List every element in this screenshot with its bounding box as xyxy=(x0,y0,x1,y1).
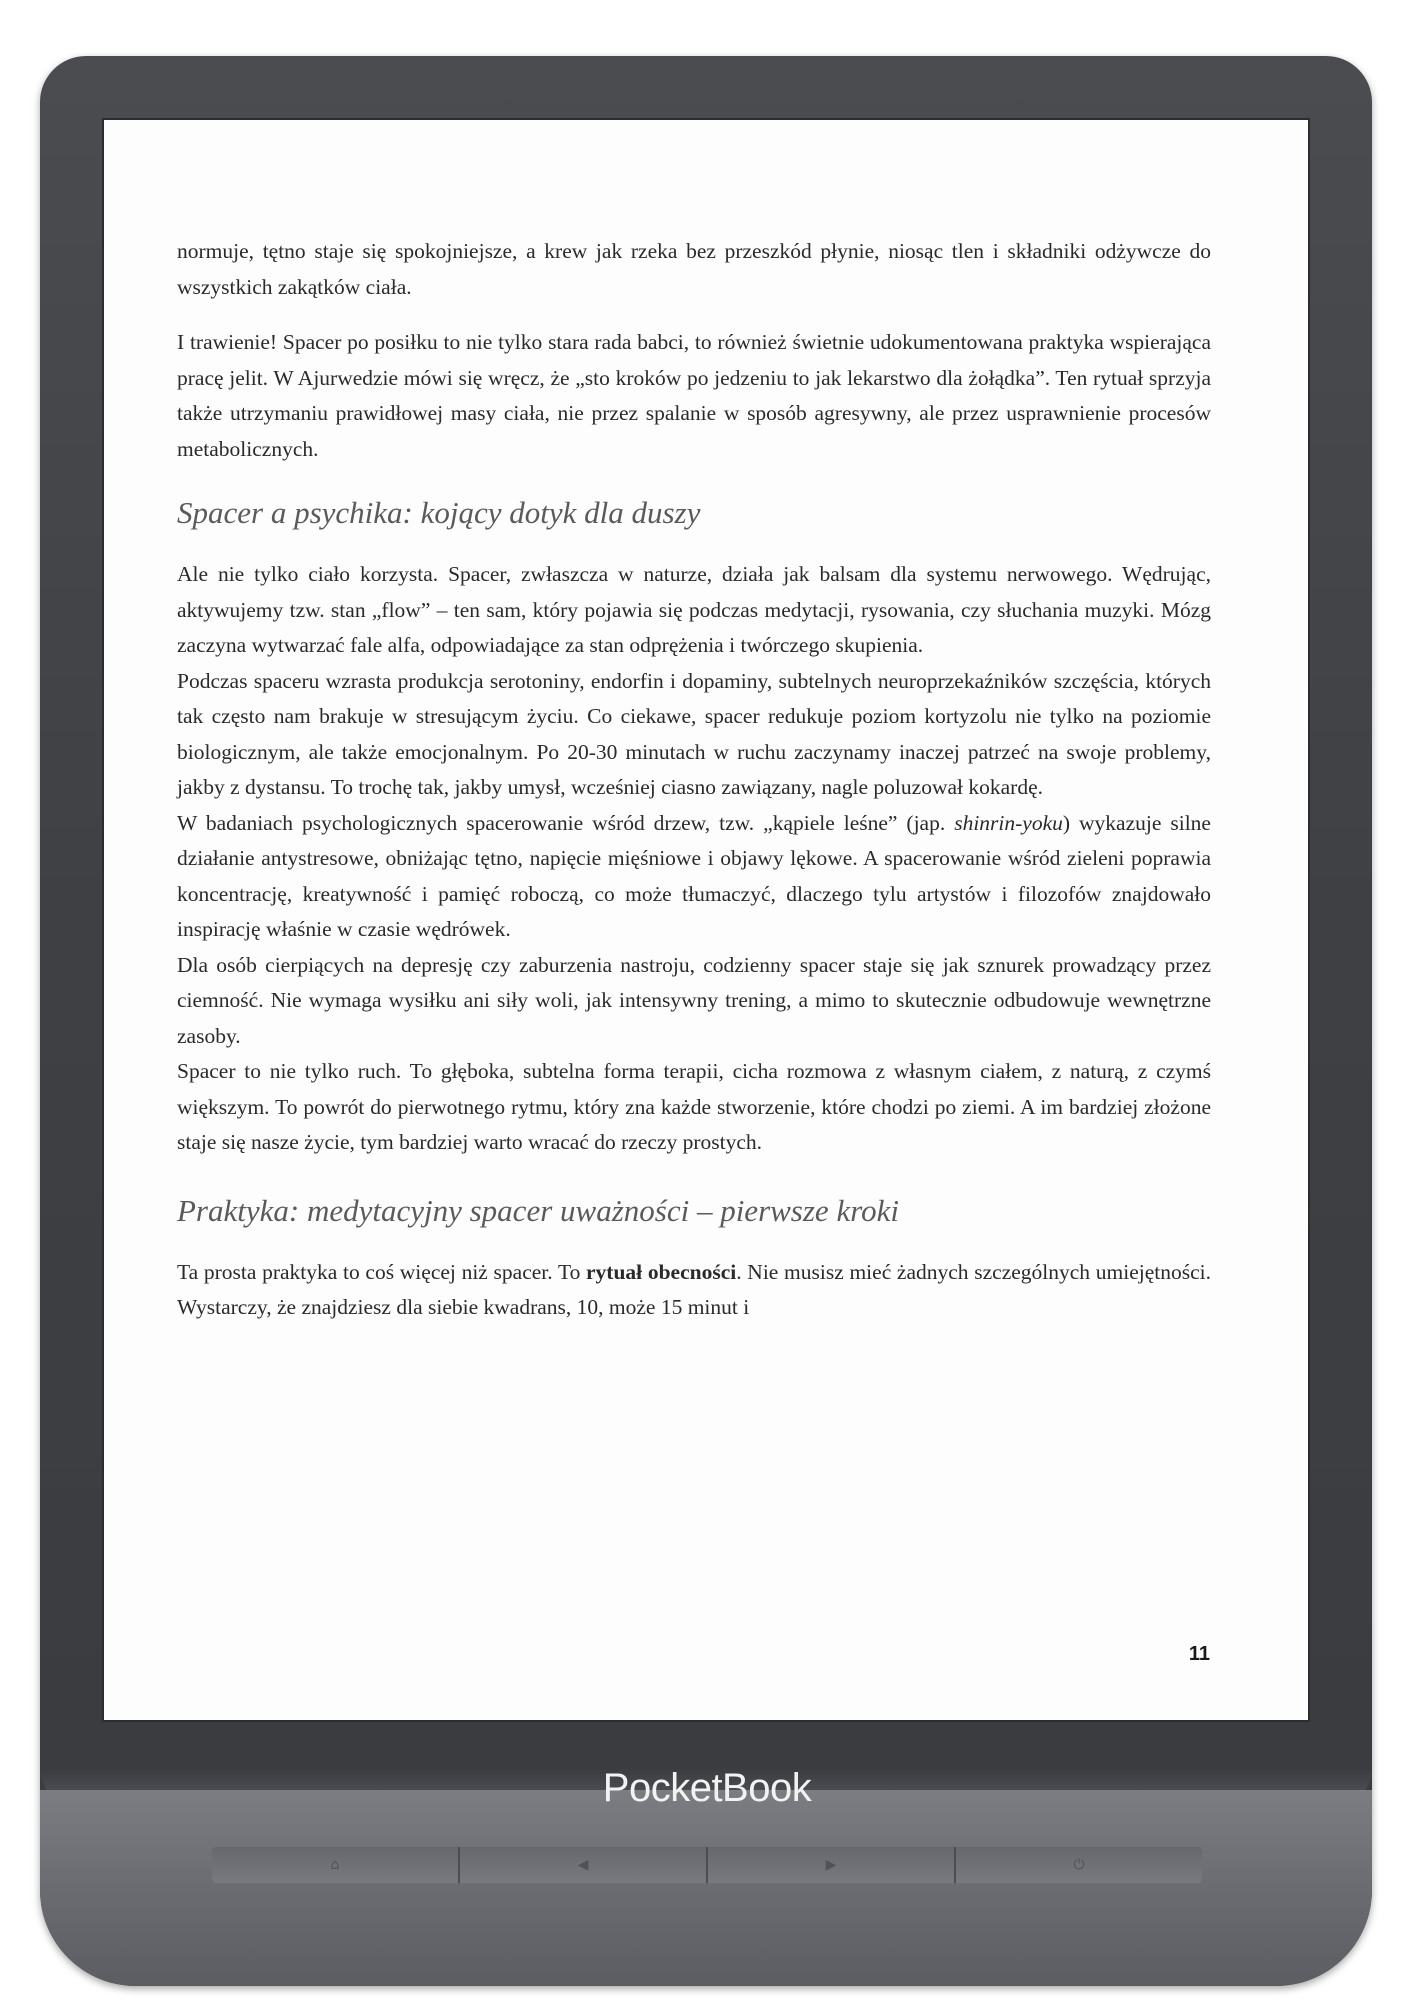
hardware-button-bar xyxy=(212,1847,1202,1883)
ereader-screen[interactable] xyxy=(102,118,1310,1722)
paragraph: Spacer to nie tylko ruch. To głęboka, subtelna forma terapii, cicha rozmowa z własnym ciałem, z naturą, z czymś większym. To powrót do pierwotnego rytmu, który zna każde stworzenie, które chodzi po ziemi. A im bardziej złożone staje się nasze życie, tym bardziej warto wracać do rzeczy prostych. xyxy=(177,1059,1211,1154)
paragraph: Ale nie tylko ciało korzysta. Spacer, zwłaszcza w naturze, działa jak balsam dla systemu nerwowego. Wędrując, aktywujemy tzw. stan „flow” – ten sam, który pojawia się podczas medytacji, rysowania, czy słuchania muzyki. Mózg zaczyna wytwarzać fale alfa, odpowiadające za stan odprężenia i twórczego skupienia. xyxy=(177,562,1211,657)
brand-logo: PocketBook xyxy=(602,1766,812,1810)
page-number: 11 xyxy=(1188,1643,1210,1665)
text-run: Ta prosta praktyka to coś więcej niż spacer. To xyxy=(177,1259,587,1284)
power-button[interactable] xyxy=(954,1847,1202,1883)
paragraph xyxy=(177,1255,1211,1326)
next-page-button[interactable] xyxy=(706,1847,954,1883)
paragraph: normuje, tętno staje się spokojniejsze, a krew jak rzeka bez przeszkód płynie, niosąc tlen i składniki odżywcze do wszystkich zakątków ciała. xyxy=(177,239,1211,299)
power-icon: ⏻ xyxy=(1073,1857,1085,1873)
device-lower-housing xyxy=(40,1790,1372,1986)
bold-term: rytuał obecności xyxy=(586,1259,737,1284)
home-button[interactable] xyxy=(212,1847,458,1883)
italic-term: shinrin-yoku xyxy=(954,810,1063,835)
paragraph xyxy=(177,806,1211,948)
text-run: ) wykazuje silne działanie antystresowe, obniżając tętno, napięcie mięśniowe i objawy lękowe. A spacerowanie wśród zieleni poprawia koncentrację, kreatywność i pamięć roboczą, co może tłumaczyć, dlaczego tylu artystów i filozofów znajdowało inspirację właśnie w czasie wędrówek. xyxy=(177,810,1211,941)
prev-page-icon: ◀ xyxy=(577,1857,589,1873)
prev-page-button[interactable] xyxy=(458,1847,706,1883)
paragraph: I trawienie! Spacer po posiłku to nie tylko stara rada babci, to również świetnie udokumentowana praktyka wspierająca pracę jelit. W Ajurwedzie mówi się wręcz, że „sto kroków po jedzeniu to jak lekarstwo dla żołądka”. Ten rytuał sprzyja także utrzymaniu prawidłowej masy ciała, nie przez spalanie w sposób agresywny, ale przez usprawnienie procesów metabolicznych. xyxy=(177,330,1211,461)
next-page-icon: ▶ xyxy=(825,1857,837,1873)
paragraph: Dla osób cierpiących na depresję czy zaburzenia nastroju, codzienny spacer staje się jak sznurek prowadzący przez ciemność. Nie wymaga wysiłku ani siły woli, jak intensywny trening, a mimo to skutecznie odbudowuje wewnętrzne zasoby. xyxy=(177,952,1211,1048)
text-run: . Nie musisz mieć żadnych szczególnych umiejętności. Wystarczy, że znajdziesz dla siebie kwadrans, 10, może 15 minut i xyxy=(177,1259,1211,1319)
section-heading: Spacer a psychika: kojący dotyk dla duszy xyxy=(177,495,701,530)
home-icon: ⌂ xyxy=(330,1857,340,1873)
page-content xyxy=(177,234,1211,1326)
paragraph: Podczas spaceru wzrasta produkcja serotoniny, endorfin i dopaminy, subtelnych neuroprzekaźników szczęścia, których tak często nam brakuje w stresującym życiu. Co ciekawe, spacer redukuje poziom kortyzolu nie tylko na poziomie biologicznym, ale także emocjonalnym. Po 20-30 minutach w ruchu zaczynamy inaczej patrzeć na swoje problemy, jakby z dystansu. To trochę tak, jakby umysł, wcześniej ciasno zawiązany, nagle poluzował kokardę. xyxy=(177,668,1211,799)
text-run: W badaniach psychologicznych spacerowanie wśród drzew, tzw. „kąpiele leśne” (jap. xyxy=(177,810,955,835)
section-heading: Praktyka: medytacyjny spacer uważności – pierwsze kroki xyxy=(177,1192,899,1228)
